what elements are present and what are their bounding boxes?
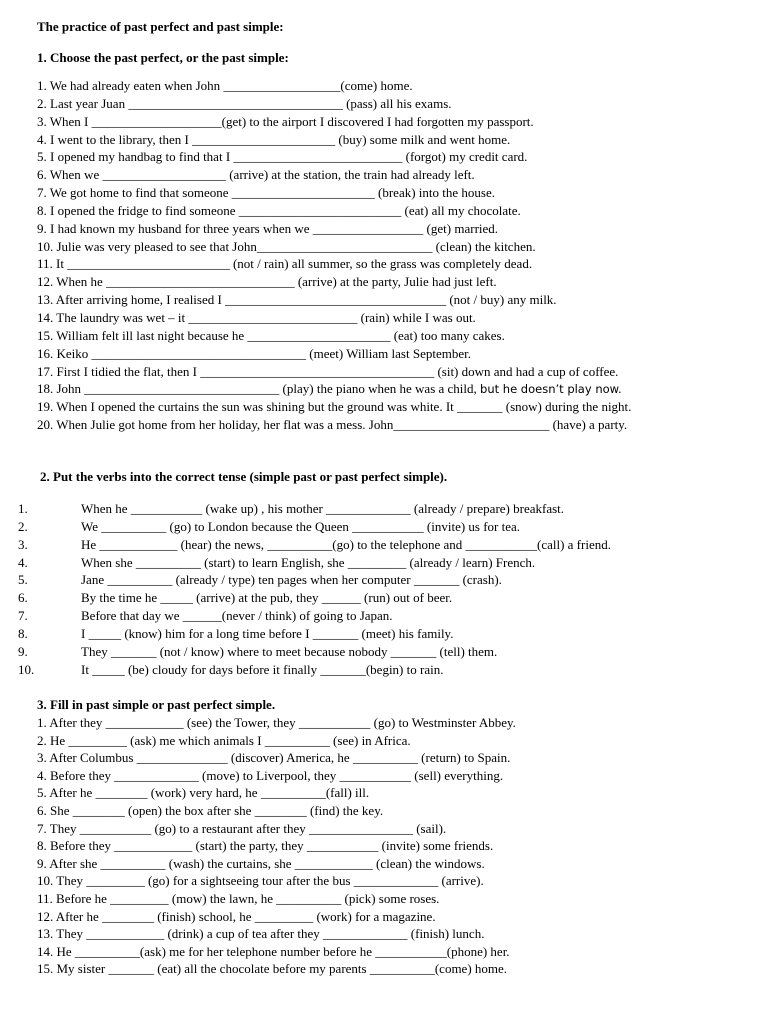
item-text: When he ___________ (wake up) , his mother _____________ (already / prepare) breakfast. xyxy=(81,501,565,516)
list-item: 6. She ________ (open) the box after she ________ (find) the key. xyxy=(37,802,384,818)
list-item: 8. I opened the fridge to find someone _________________________ (eat) all my chocolate. xyxy=(37,202,521,218)
item-text: By the time he _____ (arrive) at the pub, they ______ (run) out of beer. xyxy=(81,590,453,606)
list-item: 1. After they ____________ (see) the Tower, they ___________ (go) to Westminster Abbey. xyxy=(37,715,516,730)
list-item: 4. I went to the library, then I ______________________ (buy) some milk and went home. xyxy=(37,131,511,147)
section2-heading: 2. Put the verbs into the correct tense (simple past or past perfect simple). xyxy=(40,469,448,484)
item-number: 7. xyxy=(18,608,28,624)
item-number: 10. xyxy=(18,661,35,677)
list-item: 9. I had known my husband for three years when we _________________ (get) married. xyxy=(37,220,499,236)
section1-list xyxy=(37,77,631,434)
item-text: It _____ (be) cloudy for days before it finally _______(begin) to rain. xyxy=(81,661,444,677)
worksheet-title: The practice of past perfect and past simple: xyxy=(37,19,284,34)
item-text: They _______ (not / know) where to meet because nobody _______ (tell) them. xyxy=(81,643,498,659)
list-item: 17. First I tidied the flat, then I ____________________________________ (sit) down and had a cup of coffee. xyxy=(37,363,619,379)
item-number: 2. xyxy=(18,518,28,534)
list-item: 7. We got home to find that someone ______________________ (break) into the house. xyxy=(37,185,495,201)
list-item: 6. When we ___________________ (arrive) at the station, the train had already left. xyxy=(37,167,475,183)
item-18-tail: but he doesn’t play now. xyxy=(480,382,622,397)
item-number: 1. xyxy=(18,501,28,516)
item-text: When she __________ (start) to learn English, she _________ (already / learn) French. xyxy=(81,554,536,570)
list-item: 2. He _________ (ask) me which animals I __________ (see) in Africa. xyxy=(37,732,411,748)
list-item xyxy=(37,380,631,398)
list-item: 7. They ___________ (go) to a restaurant after they ________________ (sail). xyxy=(37,820,447,836)
list-item: 11. Before he _________ (mow) the lawn, he __________ (pick) some roses. xyxy=(37,890,440,906)
item-number: 3. xyxy=(18,536,28,552)
item-text: Before that day we ______(never / think) of going to Japan. xyxy=(81,608,393,624)
list-item: 19. When I opened the curtains the sun was shining but the ground was white. It _______ (snow) during the night. xyxy=(37,399,632,415)
item-number: 6. xyxy=(18,590,28,606)
list-item: 2. Last year Juan _________________________________ (pass) all his exams. xyxy=(37,95,452,111)
list-item: 13. After arriving home, I realised I __________________________________ (not / buy) any milk. xyxy=(37,292,557,308)
list-item: 16. Keiko _________________________________ (meet) William last September. xyxy=(37,345,471,361)
list-item: 4. Before they _____________ (move) to Liverpool, they ___________ (sell) everything. xyxy=(37,767,504,783)
list-item: 3. After Columbus ______________ (discover) America, he __________ (return) to Spain. xyxy=(37,750,511,766)
item-number: 4. xyxy=(18,554,28,570)
list-item: 8. Before they ____________ (start) the party, they ___________ (invite) some friends. xyxy=(37,838,494,854)
list-item: 1. We had already eaten when John __________________(come) home. xyxy=(37,78,413,93)
list-item: 12. After he ________ (finish) school, he _________ (work) for a magazine. xyxy=(37,908,436,924)
list-item: 14. The laundry was wet – it __________________________ (rain) while I was out. xyxy=(37,309,476,325)
list-item: 15. William felt ill last night because he ______________________ (eat) too many cakes. xyxy=(37,327,505,343)
list-item: 20. When Julie got home from her holiday, her flat was a mess. John________________________ (have) a party. xyxy=(37,417,628,433)
list-item: 15. My sister _______ (eat) all the chocolate before my parents __________(come) home. xyxy=(37,961,508,977)
item-number: 5. xyxy=(18,572,28,588)
section3-heading: 3. Fill in past simple or past perfect simple. xyxy=(37,697,276,712)
item-18-text: 18. John ______________________________ (play) the piano when he was a child, xyxy=(37,381,481,397)
list-item: 13. They ____________ (drink) a cup of tea after they _____________ (finish) lunch. xyxy=(37,926,485,942)
list-item: 5. I opened my handbag to find that I __________________________ (forgot) my credit card. xyxy=(37,149,528,165)
item-text: We __________ (go) to London because the Queen ___________ (invite) us for tea. xyxy=(81,518,521,534)
list-item: 10. Julie was very pleased to see that John___________________________ (clean) the kitchen. xyxy=(37,238,536,254)
list-item: 5. After he ________ (work) very hard, he __________(fall) ill. xyxy=(37,785,370,801)
item-text: He ____________ (hear) the news, __________(go) to the telephone and ___________(call) a friend. xyxy=(81,536,611,552)
list-item: 10. They _________ (go) for a sightseeing tour after the bus _____________ (arrive). xyxy=(37,873,484,889)
item-text: Jane __________ (already / type) ten pages when her computer _______ (crash). xyxy=(81,572,502,588)
list-item: 12. When he _____________________________ (arrive) at the party, Julie had just left. xyxy=(37,274,497,290)
item-text: I _____ (know) him for a long time before I _______ (meet) his family. xyxy=(81,625,454,641)
item-number: 8. xyxy=(18,625,28,641)
section3-list xyxy=(37,714,516,978)
list-item: 14. He __________(ask) me for her telephone number before he ___________(phone) her. xyxy=(37,943,510,959)
list-item: 11. It _________________________ (not / rain) all summer, so the grass was completely dead. xyxy=(37,256,533,272)
section1-heading: 1. Choose the past perfect, or the past simple: xyxy=(37,50,289,65)
list-item: 9. After she __________ (wash) the curtains, she ____________ (clean) the windows. xyxy=(37,855,485,871)
list-item: 3. When I ____________________(get) to the airport I discovered I had forgotten my passport. xyxy=(37,113,534,129)
item-number: 9. xyxy=(18,643,28,659)
